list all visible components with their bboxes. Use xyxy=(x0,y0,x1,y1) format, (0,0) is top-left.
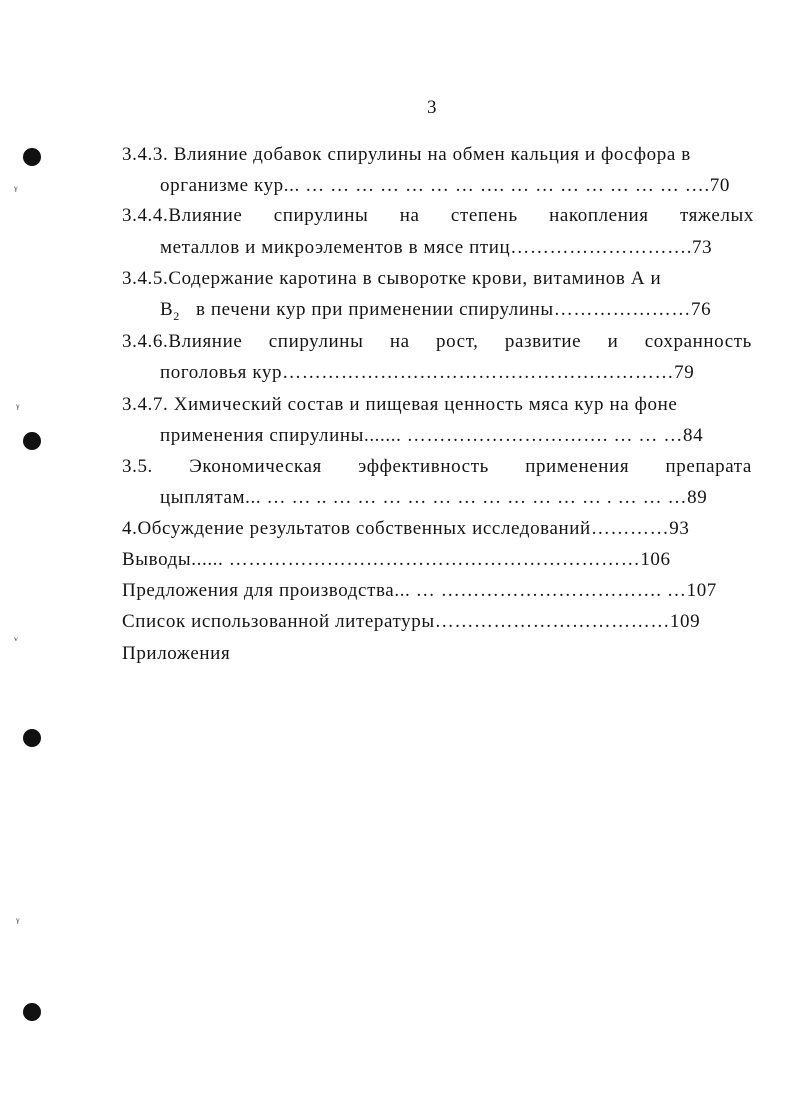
scan-speck: ᵞ xyxy=(16,914,20,929)
word: степень xyxy=(450,205,518,226)
toc-entry-3-4-7-line2: применения спирулины....... …………………………. … … …84 xyxy=(160,425,704,446)
toc-entry-proposals: Предложения для производства... … ……………………………. …107 xyxy=(122,580,717,601)
binder-hole xyxy=(23,148,41,166)
word: на xyxy=(389,331,410,352)
toc-entry-appendices: Приложения xyxy=(122,643,231,664)
toc-entry-3-4-3-line1: 3.4.3. Влияние добавок спирулины на обмен кальция и фосфора в xyxy=(122,144,691,165)
word: эффективность xyxy=(358,456,489,477)
word: препарата xyxy=(665,456,752,477)
scan-speck: ᵞ xyxy=(14,182,18,197)
toc-entry-3-4-4-line2: металлов и микроэлементов в мясе птиц……………………….73 xyxy=(160,237,713,258)
word: накопления xyxy=(549,205,649,226)
toc-entry-4: 4.Обсуждение результатов собственных исследований…………93 xyxy=(122,518,690,539)
word: 3.4.4.Влияние xyxy=(122,205,243,226)
word: 3.5. xyxy=(122,456,153,477)
word: сохранность xyxy=(644,331,752,352)
toc-entry-3-4-3-line2: организме кур... … … … … … … … …. … … … … … … … ….70 xyxy=(160,175,730,196)
page-number: 3 xyxy=(427,97,437,118)
toc-entry-3-4-7-line1: 3.4.7. Химический состав и пищевая ценность мяса кур на фоне xyxy=(122,394,678,415)
word: и xyxy=(607,331,619,352)
toc-entry-3-5-line2: цыплятам... … … .. … … … … … … … … … … … . … … …89 xyxy=(160,487,708,508)
toc-entry-3-4-5-line2 xyxy=(160,298,711,328)
toc-entry-literature: Список использованной литературы………………………………109 xyxy=(122,611,701,632)
toc-entry-3-4-5-line1: 3.4.5.Содержание каротина в сыворотке крови, витаминов А и xyxy=(122,268,662,289)
word: 3.4.6.Влияние xyxy=(122,331,243,352)
scan-speck: ᵞ xyxy=(16,400,20,415)
scan-speck: ᵥ xyxy=(14,628,18,643)
word: тяжелых xyxy=(679,205,754,226)
word: применения xyxy=(525,456,630,477)
binder-hole xyxy=(23,1003,41,1021)
word: спирулины xyxy=(273,205,369,226)
word: спирулины xyxy=(268,331,364,352)
word: Экономическая xyxy=(189,456,322,477)
toc-entry-3-4-4-line1 xyxy=(122,204,754,228)
vitamin-b: B xyxy=(160,299,174,320)
vitamin-b-subscript: 2 xyxy=(173,308,180,323)
toc-entry-3-4-6-line1 xyxy=(122,330,752,354)
word: на xyxy=(399,205,420,226)
binder-hole xyxy=(23,432,41,450)
word: развитие xyxy=(504,331,582,352)
toc-entry-conclusions: Выводы...... ………………………………………………………106 xyxy=(122,549,671,570)
toc-entry-3-5-line1 xyxy=(122,455,752,479)
binder-hole xyxy=(23,729,41,747)
toc-entry-3-4-6-line2: поголовья кур……………………………………………………79 xyxy=(160,362,695,383)
word: рост, xyxy=(436,331,479,352)
line-rest: в печени кур при применении спирулины…………………76 xyxy=(195,299,712,320)
